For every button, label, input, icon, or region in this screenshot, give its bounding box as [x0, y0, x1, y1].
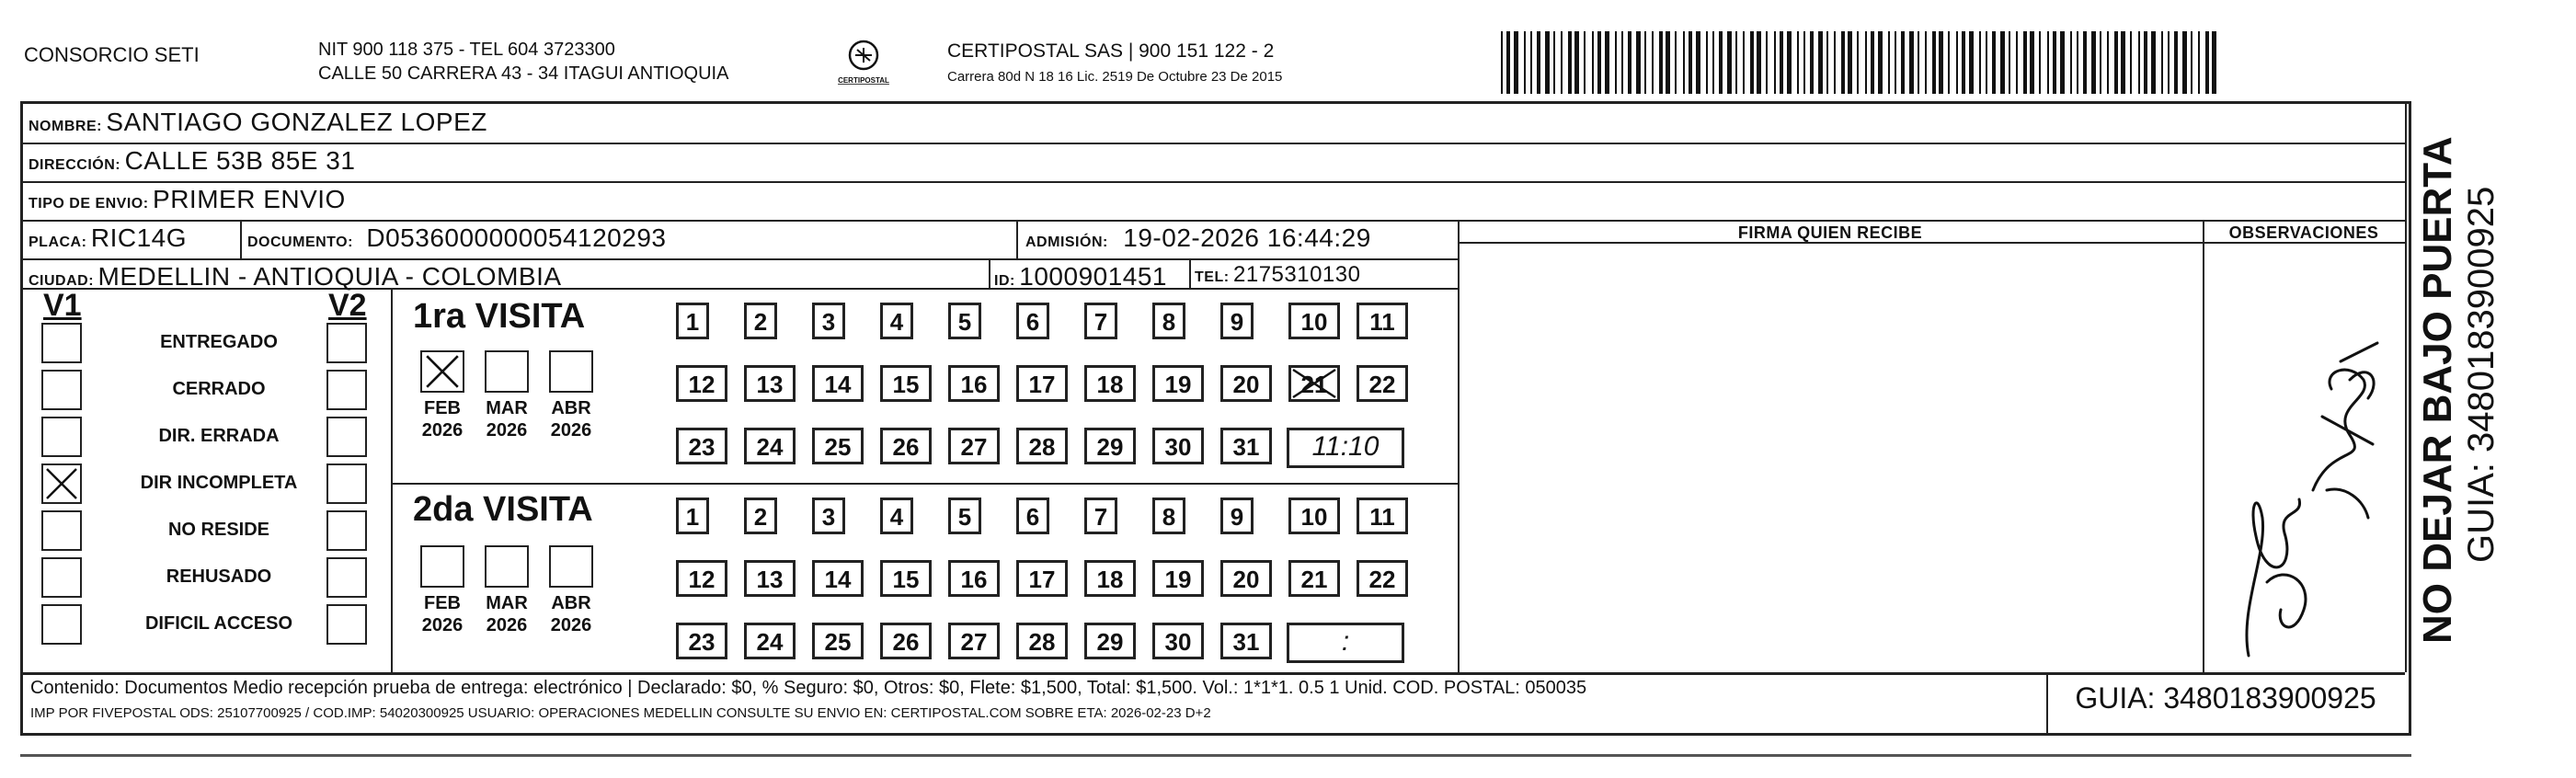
first-visit-year-label: 2026: [550, 420, 592, 440]
first-visit-day-box[interactable]: 10: [1288, 303, 1340, 339]
side-guia-label: GUIA: 3480183900925: [2461, 186, 2502, 563]
guia-box: GUIA: 3480183900925: [2075, 681, 2376, 715]
admision-label: ADMISIÓN:: [1025, 235, 1108, 250]
first-visit-month-checkbox[interactable]: [420, 350, 464, 393]
first-visit-month-checkbox[interactable]: [549, 350, 593, 393]
first-visit-time-box[interactable]: 11:10: [1287, 428, 1404, 468]
second-visit-day-box[interactable]: 13: [744, 560, 796, 597]
second-visit-day-box[interactable]: 25: [812, 623, 864, 659]
second-visit-time-box[interactable]: :: [1287, 623, 1404, 663]
second-visit-day-box[interactable]: 17: [1016, 560, 1068, 597]
nit-line: NIT 900 118 375 - TEL 604 3723300: [318, 40, 615, 60]
direccion-row: [29, 146, 355, 176]
certipostal-logo: [833, 37, 894, 86]
first-visit-day-box[interactable]: 13: [744, 365, 796, 402]
v2-checkbox[interactable]: [326, 463, 367, 504]
id-value: 1000901451: [1019, 262, 1168, 291]
no-dejar-label: NO DEJAR BAJO PUERTA: [2415, 136, 2460, 644]
second-visit-day-box[interactable]: 26: [880, 623, 932, 659]
v1-checkbox[interactable]: [41, 604, 82, 645]
first-visit-day-box[interactable]: 3: [812, 303, 845, 339]
second-visit-day-box[interactable]: 23: [676, 623, 727, 659]
first-visit-day-box[interactable]: 7: [1084, 303, 1117, 339]
second-visit-month-checkbox[interactable]: [420, 545, 464, 588]
first-visit-year-label: 2026: [486, 420, 528, 440]
first-visit-month-label: FEB: [424, 398, 461, 418]
second-visit-day-box[interactable]: 21: [1288, 560, 1340, 597]
first-visit-day-box[interactable]: 29: [1084, 428, 1136, 464]
id-row: [994, 262, 1167, 292]
tel-label: TEL:: [1195, 269, 1230, 285]
status-label: NO RESIDE: [167, 520, 270, 540]
signature: [2212, 306, 2396, 665]
first-visit-day-box[interactable]: 9: [1220, 303, 1254, 339]
first-visit-day-box[interactable]: 20: [1220, 365, 1272, 402]
direccion-value: CALLE 53B 85E 31: [124, 146, 356, 175]
contenido-line: Contenido: Documentos Medio recepción prueba de entrega: electrónico | Declarado: $0, % Seguro: $0, Otros: $0, Flete: $1,500, Total: $1,500. Vol.: 1*1*1. 0.5 1 Unid. COD. POSTAL: 050035: [30, 678, 1587, 698]
second-visit-day-box[interactable]: 18: [1084, 560, 1136, 597]
second-visit-year-label: 2026: [550, 615, 592, 635]
firma-header: FIRMA QUIEN RECIBE: [1737, 223, 1923, 242]
v2-checkbox[interactable]: [326, 323, 367, 363]
second-visit-day-box[interactable]: 12: [676, 560, 727, 597]
tipo-envio-row: [29, 185, 346, 214]
second-visit-day-box[interactable]: 8: [1152, 498, 1185, 534]
documento-label: DOCUMENTO:: [247, 235, 353, 250]
first-visit-day-box[interactable]: 18: [1084, 365, 1136, 402]
status-label: DIR. ERRADA: [158, 426, 280, 446]
v1-label: V1: [43, 288, 82, 323]
first-visit-day-box[interactable]: 1: [676, 303, 709, 339]
second-visit-day-box[interactable]: 15: [880, 560, 932, 597]
first-visit-title: 1ra VISITA: [413, 297, 586, 336]
placa-value: RIC14G: [90, 223, 188, 252]
v1-checkbox[interactable]: [41, 557, 82, 598]
second-visit-day-box[interactable]: 3: [812, 498, 845, 534]
nombre-row: [29, 108, 487, 137]
status-label: DIR INCOMPLETA: [140, 473, 298, 493]
v2-checkbox[interactable]: [326, 557, 367, 598]
company-name: CONSORCIO SETI: [24, 43, 200, 66]
documento-row: [247, 223, 666, 253]
observaciones-header: OBSERVACIONES: [2228, 223, 2379, 242]
tel-value: 2175310130: [1233, 262, 1361, 287]
first-visit-day-box[interactable]: 31: [1220, 428, 1272, 464]
first-visit-day-box[interactable]: 8: [1152, 303, 1185, 339]
first-visit-day-box[interactable]: 12: [676, 365, 727, 402]
status-label: DIFICIL ACCESO: [144, 613, 292, 634]
second-visit-day-box[interactable]: 24: [744, 623, 796, 659]
first-visit-day-box[interactable]: 28: [1016, 428, 1068, 464]
first-visit-month-checkbox[interactable]: [485, 350, 529, 393]
admision-row: [1025, 223, 1371, 253]
status-label: REHUSADO: [166, 566, 272, 587]
first-visit-day-box[interactable]: 27: [948, 428, 1000, 464]
nombre-label: NOMBRE:: [29, 119, 102, 134]
second-visit-month-checkbox[interactable]: [549, 545, 593, 588]
first-visit-day-box[interactable]: 23: [676, 428, 727, 464]
second-visit-day-box[interactable]: 20: [1220, 560, 1272, 597]
second-visit-day-box[interactable]: 22: [1357, 560, 1408, 597]
second-visit-month-checkbox[interactable]: [485, 545, 529, 588]
nombre-value: SANTIAGO GONZALEZ LOPEZ: [106, 108, 487, 136]
barcode: [1497, 31, 2226, 94]
address-line: CALLE 50 CARRERA 43 - 34 ITAGUI ANTIOQUIA: [318, 63, 729, 84]
second-visit-day-box[interactable]: 5: [948, 498, 981, 534]
documento-value: D0536000000054120293: [366, 223, 667, 252]
v2-checkbox[interactable]: [326, 604, 367, 645]
v1-checkbox[interactable]: [41, 463, 82, 504]
first-visit-month-label: ABR: [551, 398, 591, 418]
admision-value: 19-02-2026 16:44:29: [1123, 223, 1371, 252]
first-visit-day-box[interactable]: 15: [880, 365, 932, 402]
v2-checkbox[interactable]: [326, 417, 367, 457]
second-visit-day-box[interactable]: 6: [1016, 498, 1049, 534]
second-visit-day-box[interactable]: 10: [1288, 498, 1340, 534]
first-visit-day-box[interactable]: 30: [1152, 428, 1204, 464]
svg-text:CERTIPOSTAL: CERTIPOSTAL: [838, 76, 889, 85]
second-visit-day-box[interactable]: 27: [948, 623, 1000, 659]
first-visit-day-box[interactable]: 11: [1357, 303, 1408, 339]
v1-checkbox[interactable]: [41, 417, 82, 457]
second-visit-day-box[interactable]: 7: [1084, 498, 1117, 534]
ciudad-row: [29, 262, 562, 292]
placa-row: [29, 223, 187, 253]
second-visit-title: 2da VISITA: [413, 490, 593, 529]
second-visit-day-box[interactable]: 29: [1084, 623, 1136, 659]
first-visit-day-box[interactable]: 17: [1016, 365, 1068, 402]
second-visit-day-box[interactable]: 1: [676, 498, 709, 534]
v1-checkbox[interactable]: [41, 370, 82, 410]
ciudad-label: CIUDAD:: [29, 273, 95, 289]
second-visit-day-box[interactable]: 16: [948, 560, 1000, 597]
second-visit-day-box[interactable]: 31: [1220, 623, 1272, 659]
second-visit-month-label: ABR: [551, 593, 591, 613]
second-visit-year-label: 2026: [421, 615, 464, 635]
v1-checkbox[interactable]: [41, 323, 82, 363]
second-visit-month-label: MAR: [486, 593, 528, 613]
direccion-label: DIRECCIÓN:: [29, 157, 121, 173]
status-label: ENTREGADO: [160, 332, 278, 352]
shipping-form: [20, 101, 2411, 736]
second-visit-day-box[interactable]: 19: [1152, 560, 1204, 597]
first-visit-day-box[interactable]: 22: [1357, 365, 1408, 402]
license-line: Carrera 80d N 18 16 Lic. 2519 De Octubre 23 De 2015: [947, 69, 1283, 85]
first-visit-day-box[interactable]: 19: [1152, 365, 1204, 402]
second-visit-month-label: FEB: [424, 593, 461, 613]
imp-line: IMP POR FIVEPOSTAL ODS: 25107700925 / COD.IMP: 54020300925 USUARIO: OPERACIONES MEDELLIN CONSULTE SU ENVIO EN: CERTIPOSTAL.COM SOBRE ETA: 2026-02-23 D+2: [30, 705, 1211, 721]
tipo-envio-value: PRIMER ENVIO: [153, 185, 346, 213]
placa-label: PLACA:: [29, 235, 87, 250]
bottom-rule: [20, 754, 2411, 757]
first-visit-day-box[interactable]: 4: [880, 303, 913, 339]
first-visit-day-box[interactable]: 26: [880, 428, 932, 464]
v2-checkbox[interactable]: [326, 510, 367, 551]
first-visit-month-label: MAR: [486, 398, 528, 418]
first-visit-day-box[interactable]: 2: [744, 303, 777, 339]
second-visit-day-box[interactable]: 9: [1220, 498, 1254, 534]
first-visit-year-label: 2026: [421, 420, 464, 440]
first-visit-day-box[interactable]: 14: [812, 365, 864, 402]
first-visit-day-box[interactable]: 5: [948, 303, 981, 339]
certipostal-line: CERTIPOSTAL SAS | 900 151 122 - 2: [947, 40, 1275, 62]
second-visit-year-label: 2026: [486, 615, 528, 635]
second-visit-day-box[interactable]: 11: [1357, 498, 1408, 534]
second-visit-day-box[interactable]: 28: [1016, 623, 1068, 659]
tipo-envio-label: TIPO DE ENVIO:: [29, 196, 149, 212]
second-visit-day-box[interactable]: 4: [880, 498, 913, 534]
first-visit-day-box[interactable]: 24: [744, 428, 796, 464]
tel-row: [1195, 262, 1360, 288]
v2-checkbox[interactable]: [326, 370, 367, 410]
v2-label: V2: [328, 288, 367, 323]
status-label: CERRADO: [172, 379, 266, 399]
second-visit-day-box[interactable]: 2: [744, 498, 777, 534]
id-label: ID:: [994, 273, 1015, 289]
first-visit-day-box[interactable]: 16: [948, 365, 1000, 402]
first-visit-day-box[interactable]: 6: [1016, 303, 1049, 339]
first-visit-day-box[interactable]: 25: [812, 428, 864, 464]
v1-checkbox[interactable]: [41, 510, 82, 551]
ciudad-value: MEDELLIN - ANTIOQUIA - COLOMBIA: [97, 262, 562, 291]
first-visit-day-box[interactable]: 21: [1288, 365, 1340, 402]
second-visit-day-box[interactable]: 30: [1152, 623, 1204, 659]
second-visit-day-box[interactable]: 14: [812, 560, 864, 597]
